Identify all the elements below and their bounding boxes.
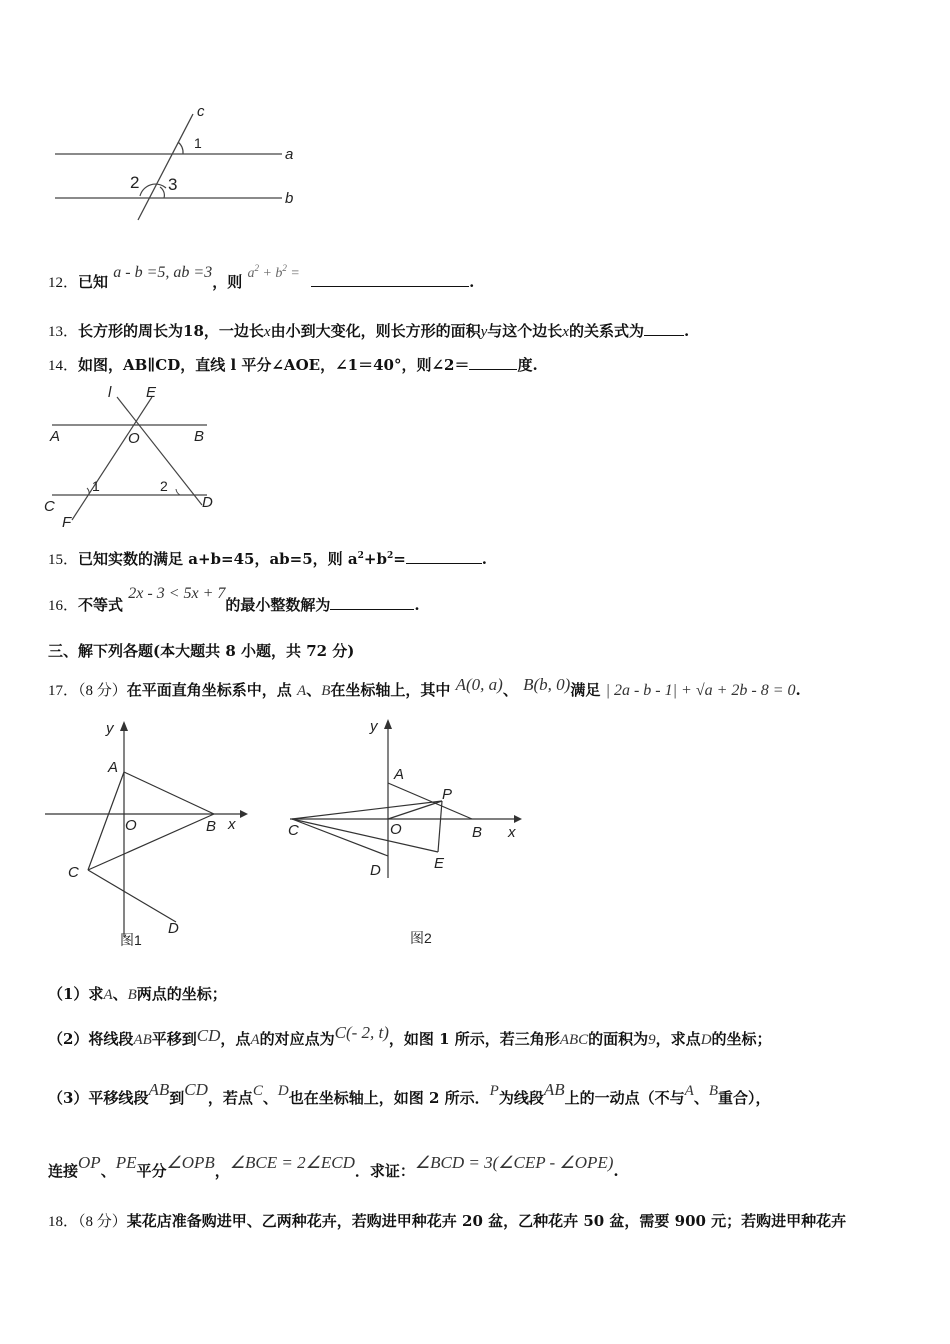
label-y: y [106, 720, 114, 737]
label-D: D [202, 494, 213, 511]
label-l: l [108, 385, 112, 401]
label-x: x [228, 816, 236, 833]
coord-C: C(- 2, t) [334, 1023, 389, 1042]
q12-condition: a - b =5, ab =3 [113, 264, 213, 281]
label-B: B [206, 818, 217, 835]
q16-inequality: 2x - 3 < 5x + 7 [128, 585, 226, 602]
answer-blank[interactable] [644, 334, 684, 336]
coord-B: B(b, 0) [523, 675, 571, 694]
answer-blank[interactable] [469, 368, 517, 370]
label-O: O [125, 817, 137, 834]
question-17: 17．（8 分）在平面直角坐标系中，点 A、B在坐标轴上，其中 A(0, a)、 B(b, 0)满足 | 2a - b - 1| + √a + 2b - 8 = 0. [48, 675, 801, 699]
q17-part-3-continued: 连接OP、PE平分∠OPB，∠BCE = 2∠ECD．求证：∠BCD = 3(∠CEP - ∠OPE). [48, 1153, 619, 1180]
label-E: E [146, 385, 157, 401]
q17-part-1: （1）求A、B两点的坐标； [48, 985, 227, 1003]
figure-1 [40, 715, 260, 950]
answer-blank[interactable] [406, 562, 482, 564]
label-A: A [108, 759, 119, 776]
label-2: 2 [160, 478, 168, 494]
question-16: 16．不等式 2x - 3 < 5x + 7的最小整数解为 . [48, 585, 420, 614]
label-1: 1 [92, 478, 100, 494]
label-a: a [285, 146, 294, 163]
label-E: E [434, 855, 445, 872]
question-18: 18．（8 分）某花店准备购进甲、乙两种花卉，若购进甲种花卉 20 盆，乙种花卉 50 盆，需要 900 元；若购进甲种花卉 [48, 1212, 847, 1230]
label-B: B [472, 824, 483, 841]
label-b: b [285, 190, 294, 207]
figure-2-caption: 图2 [410, 930, 432, 946]
label-O: O [128, 430, 140, 447]
label-C: C [288, 822, 299, 839]
label-2: 2 [130, 173, 140, 192]
figure-2 [282, 713, 527, 948]
label-B: B [194, 428, 205, 445]
q14-figure [42, 385, 222, 530]
question-15: 15．已知实数的满足 a+b=45，ab=5，则 $a^2+b^2=$ . [48, 550, 488, 568]
coord-A: A(0, a) [455, 675, 503, 694]
label-x: x [508, 824, 516, 841]
label-P: P [442, 786, 453, 803]
answer-blank[interactable] [330, 608, 414, 610]
label-D: D [168, 920, 179, 937]
q17-proof-target: ∠BCD = 3(∠CEP - ∠OPE) [414, 1153, 614, 1172]
question-13: 13．长方形的周长为18，一边长x由小到大变化，则长方形的面积y与这个边长x的关系式为 . [48, 322, 690, 340]
q17-part-3: （3）平移线段AB到CD，若点C、D也在坐标轴上，如图 2 所示．P为线段AB上的一动点（不与A、B重合）， [48, 1080, 771, 1107]
label-y: y [370, 718, 378, 735]
question-12: 12．已知 a - b =5, ab =3，则 $a^2 + b^2$ = . [48, 263, 475, 291]
label-A: A [394, 766, 405, 783]
label-C: C [68, 864, 79, 881]
q17-part-2: （2）将线段AB平移到CD，点A的对应点为C(- 2, t)，如图 1 所示，若三角形ABC的面积为9，求点D的坐标； [48, 1023, 772, 1048]
answer-blank[interactable] [311, 285, 469, 287]
label-O: O [390, 821, 402, 838]
label-A: A [50, 428, 61, 445]
section-3-title: 三、解下列各题(本大题共 8 小题，共 72 分) [48, 642, 355, 660]
label-1: 1 [194, 135, 202, 151]
q12-expression: $a^2 + b^2$ = [247, 263, 300, 281]
label-c: c [197, 103, 205, 120]
q17-condition: | 2a - b - 1| + √a + 2b - 8 = 0 [605, 682, 796, 699]
label-3: 3 [168, 175, 178, 194]
label-D: D [370, 862, 381, 879]
parallel-lines-figure [50, 100, 310, 225]
label-F: F [62, 514, 72, 530]
question-14: 14．如图，AB∥CD，直线 l 平分∠AOE，∠1＝40°，则∠2＝ 度. [48, 356, 538, 374]
label-C: C [44, 498, 55, 515]
figure-1-caption: 图1 [120, 932, 142, 948]
